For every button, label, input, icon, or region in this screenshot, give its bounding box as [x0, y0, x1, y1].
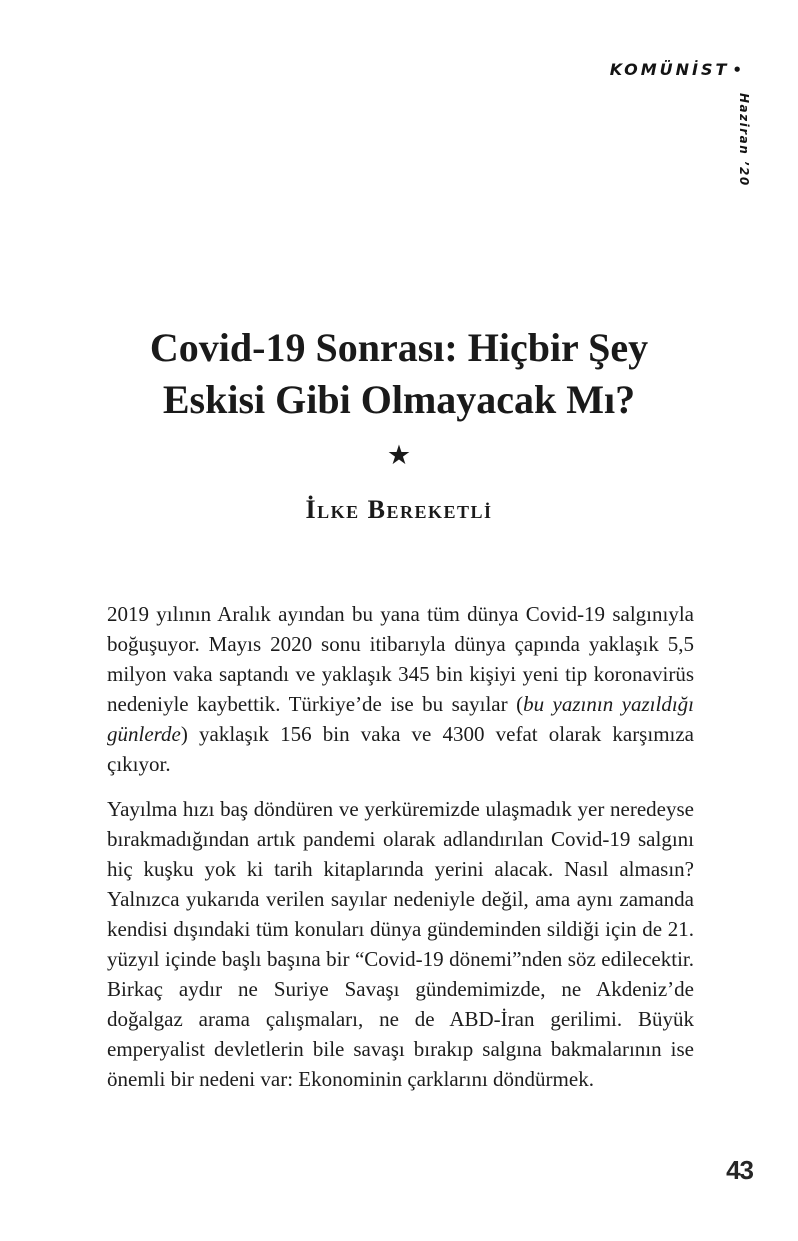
star-divider-icon: ★: [386, 440, 412, 470]
author-name: İlke Bereketli: [305, 495, 493, 524]
paragraph-2-run-1: Yayılma hızı baş döndüren ve yerküremizde ulaşmadık yer neredeyse bırakmadığından artık pandemi olarak adlandırılan Covid-19 salgını hiç kuşku yok ki tarih kitaplarında yerini alacak. Nasıl almasın? Yalnızca yukarıda verilen sayılar nedeniyle değil, ama aynı zamanda kendisi dışındaki tüm konuları dünya gündeminden sildiği için de 21. yüzyıl içinde başlı başına bir “Covid-19 dönemi”nden söz edilecektir. Birkaç aydır ne Suriye Savaşı gündemimizde, ne Akdeniz’de doğalgaz arama çalışmaları, ne de ABD-İran gerilimi. Büyük emperyalist devletlerin bile savaşı bırakıp salgına bakmalarının ise önemli bir nedeni var: Ekonominin çarklarını döndürmek.: [107, 797, 694, 1091]
body-paragraph-2: [107, 794, 694, 1094]
paragraph-1-run-3: ) yaklaşık 156 bin vaka ve 4300 vefat olarak karşımıza çıkıyor.: [107, 722, 694, 776]
article-title-line-2: Eskisi Gibi Olmayacak Mı?: [162, 377, 636, 422]
magazine-title: KOMÜNİST: [609, 60, 730, 79]
paragraph-1-run-1: 2019 yılının Aralık ayından bu yana tüm dünya Covid-19 salgınıyla boğuşuyor. Mayıs 2020 sonu itibarıyla dünya çapında yaklaşık 5,5 milyon vaka saptandı ve yaklaşık 345 bin kişiyi yeni tip koronavirüs nedeniyle kaybettik. Türkiye’de ise bu sayılar (: [107, 602, 694, 716]
article-title: [0, 322, 798, 426]
body-paragraph-1: [107, 599, 694, 779]
issue-date-label: Haziran ’20: [737, 93, 751, 187]
magazine-masthead: [610, 60, 742, 79]
page-number: 43: [726, 1155, 753, 1185]
article-body: [107, 599, 694, 1109]
paragraph-1-italic-run: bu yazının yazıldığı günlerde: [107, 692, 694, 746]
article-title-line-1: Covid-19 Sonrası: Hiçbir Şey: [149, 325, 649, 370]
bullet-icon: •: [732, 61, 742, 79]
